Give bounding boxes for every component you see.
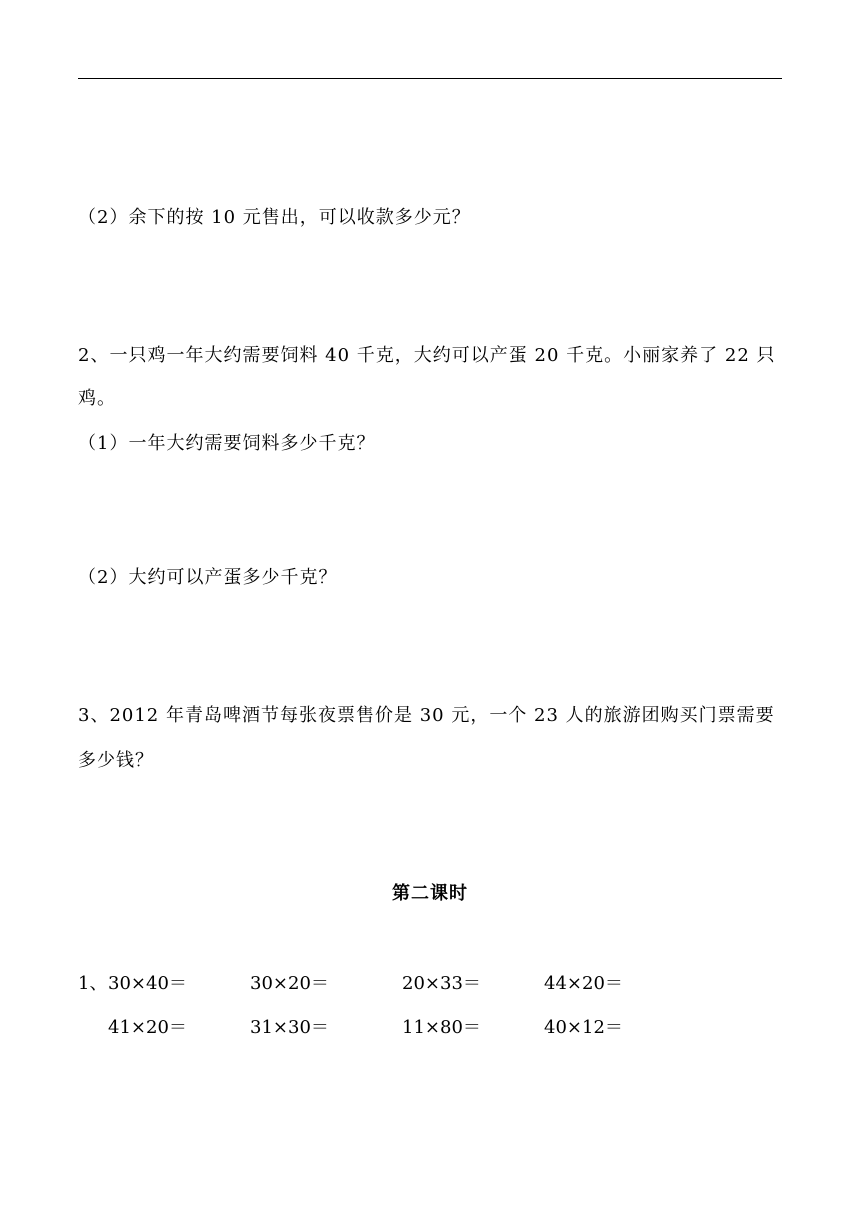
calc-row1-item1: 30×40＝ (108, 973, 187, 994)
q2-line1: 2、一只鸡一年大约需要饲料 40 千克，大约可以产蛋 20 千克。小丽家养了 22 只 (78, 345, 776, 366)
calc-row1-item4: 44×20＝ (544, 973, 623, 994)
header-rule (78, 78, 782, 79)
q2-part2: （2）大约可以产蛋多少千克？ (78, 567, 338, 588)
section-title: 第二课时 (392, 883, 468, 904)
calc-row2-item4: 40×12＝ (544, 1017, 623, 1038)
calc-row1-item2: 30×20＝ (250, 973, 329, 994)
q2-part1: （1）一年大约需要饲料多少千克？ (78, 433, 376, 454)
calc-row2-item1: 41×20＝ (108, 1017, 187, 1038)
calc-row2-item3: 11×80＝ (402, 1017, 481, 1038)
calc-number: 1、 (78, 973, 108, 994)
q2-line2: 鸡。 (78, 388, 116, 409)
calc-row1-item3: 20×33＝ (402, 973, 481, 994)
q3-line2: 多少钱？ (78, 750, 154, 771)
q3-line1: 3、2012 年青岛啤酒节每张夜票售价是 30 元，一个 23 人的旅游团购买门票需要 (78, 705, 775, 726)
q1-part2: （2）余下的按 10 元售出，可以收款多少元？ (78, 207, 471, 228)
calc-row2-item2: 31×30＝ (250, 1017, 329, 1038)
